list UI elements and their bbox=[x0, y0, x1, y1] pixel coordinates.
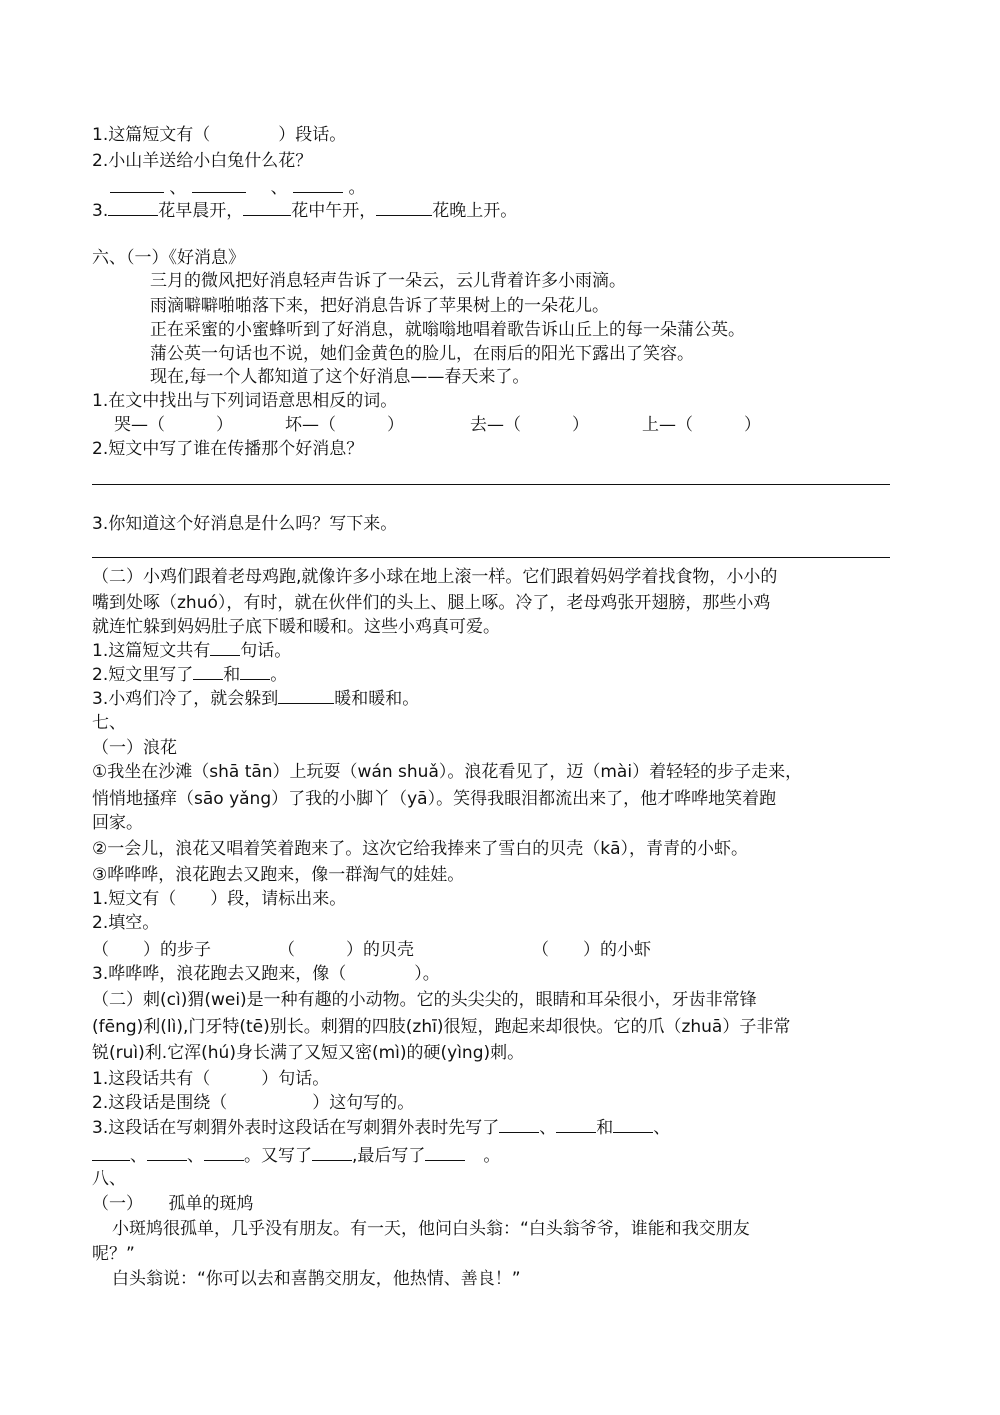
s6-part2-question-1: 1.这篇短文共有 句话。 bbox=[92, 641, 292, 661]
s7-passage-line: ③哗哗哗，浪花跑去又跑来，像一群淘气的娃娃。 bbox=[92, 865, 465, 885]
s8-passage-line: 小斑鸠很孤单，几乎没有朋友。有一天，他问白头翁：“白头翁爷爷，谁能和我交朋友 bbox=[112, 1219, 750, 1239]
s8-heading: 八、 bbox=[92, 1169, 126, 1189]
s7-heading: 七、 bbox=[92, 713, 126, 733]
s6-paragraph: 蒲公英一句话也不说，她们金黄色的脸儿，在雨后的阳光下露出了笑容。 bbox=[150, 344, 694, 364]
answer-blank[interactable] bbox=[499, 1118, 539, 1133]
answer-blank[interactable] bbox=[425, 1146, 465, 1161]
answer-blank[interactable] bbox=[613, 1118, 653, 1133]
answer-blank[interactable] bbox=[193, 665, 223, 680]
answer-blank[interactable] bbox=[240, 665, 270, 680]
s7-part2-question-3-cont: 、 、 。又写了 ,最后写了 。 bbox=[92, 1145, 500, 1167]
s6-heading: 六、（一）《好消息》 bbox=[92, 248, 245, 268]
answer-blank[interactable] bbox=[278, 689, 334, 704]
fill-item: （ ）的贝壳 bbox=[278, 940, 414, 960]
s7-part2-question-3: 3.这段话在写刺猬外表时这段话在写刺猬外表时先写了 、 和 、 bbox=[92, 1118, 671, 1138]
answer-blank[interactable] bbox=[210, 641, 240, 656]
s6-part2-text: 嘴到处啄（zhuó），有时，就在伙伴们的头上、腿上啄。冷了，老母鸡张开翅膀，那些小鸡 bbox=[92, 593, 771, 613]
fill-item: （ ）的步子 bbox=[92, 940, 211, 960]
s6-paragraph: 三月的微风把好消息轻声告诉了一朵云，云儿背着许多小雨滴。 bbox=[150, 271, 626, 291]
s6-question-1: 1.在文中找出与下列词语意思相反的词。 bbox=[92, 391, 398, 411]
s7-part2-question-1: 1.这段话共有（ ）句话。 bbox=[92, 1069, 330, 1089]
antonym-item: 坏—（ ） bbox=[285, 415, 404, 435]
s7-passage-line: ①我坐在沙滩（shā tān）上玩耍（wán shuǎ）。浪花看见了，迈（mài）着轻轻的步子走来， bbox=[92, 762, 803, 782]
s7-question-2: 2.填空。 bbox=[92, 913, 160, 933]
s8-passage-line: 呢？” bbox=[92, 1244, 135, 1264]
s7-passage-line: 回家。 bbox=[92, 813, 143, 833]
s6-paragraph: 现在,每一个人都知道了这个好消息——春天来了。 bbox=[150, 367, 530, 387]
s8-subheading: （一） 孤单的斑鸠 bbox=[92, 1194, 254, 1214]
s7-passage-line: ②一会儿，浪花又唱着笑着跑来了。这次它给我捧来了雪白的贝壳（kā），青青的小虾。 bbox=[92, 839, 749, 859]
s7-subheading: （一）浪花 bbox=[92, 738, 177, 758]
answer-line[interactable] bbox=[92, 484, 890, 485]
answer-blank[interactable] bbox=[376, 201, 432, 216]
s5-question-1: 1.这篇短文有（ ）段话。 bbox=[92, 125, 347, 145]
s6-part2-question-3: 3.小鸡们冷了，就会躲到 暖和暖和。 bbox=[92, 689, 420, 709]
answer-blank[interactable] bbox=[312, 1146, 352, 1161]
s6-part2-text: 就连忙躲到妈妈肚子底下暖和暖和。这些小鸡真可爱。 bbox=[92, 617, 500, 637]
s6-question-2: 2.短文中写了谁在传播那个好消息？ bbox=[92, 439, 364, 459]
answer-blank[interactable] bbox=[243, 201, 291, 216]
antonym-item: 去—（ ） bbox=[470, 415, 589, 435]
s7-passage-line: 悄悄地搔痒（sāo yǎng）了我的小脚丫（yā）。笑得我眼泪都流出来了，他才哗哗地笑着跑 bbox=[92, 789, 777, 809]
s7-question-1: 1.短文有（ ）段，请标出来。 bbox=[92, 889, 347, 909]
s5-question-2: 2.小山羊送给小白兔什么花？ bbox=[92, 151, 313, 171]
answer-blank[interactable] bbox=[293, 178, 343, 193]
answer-blank[interactable] bbox=[92, 1146, 130, 1161]
s8-passage-line: 白头翁说：“你可以去和喜鹊交朋友，他热情、善良！” bbox=[112, 1269, 521, 1289]
s7-part2-text: 锐(ruì)利.它浑(hú)身长满了又短又密(mì)的硬(yìng)刺。 bbox=[92, 1043, 525, 1063]
s6-question-3: 3.你知道这个好消息是什么吗？写下来。 bbox=[92, 514, 398, 534]
fill-item: （ ）的小虾 bbox=[532, 940, 651, 960]
answer-blank[interactable] bbox=[204, 1146, 244, 1161]
antonym-item: 上—（ ） bbox=[642, 415, 761, 435]
answer-blank[interactable] bbox=[192, 178, 246, 193]
s6-part2-text: （二）小鸡们跟着老母鸡跑,就像许多小球在地上滚一样。它们跟着妈妈学着找食物，小小的 bbox=[92, 567, 778, 587]
s6-part2-question-2: 2.短文里写了 和 。 bbox=[92, 665, 288, 685]
answer-blank[interactable] bbox=[110, 178, 164, 193]
s5-question-2-answer-line: 、 、 。 bbox=[110, 177, 365, 199]
answer-blank[interactable] bbox=[147, 1146, 187, 1161]
answer-line[interactable] bbox=[92, 557, 890, 558]
s7-part2-question-2: 2.这段话是围绕（ ）这句写的。 bbox=[92, 1093, 415, 1113]
s6-paragraph: 正在采蜜的小蜜蜂听到了好消息，就嗡嗡地唱着歌告诉山丘上的每一朵蒲公英。 bbox=[150, 320, 745, 340]
answer-blank[interactable] bbox=[556, 1118, 596, 1133]
antonym-item: 哭—（ ） bbox=[114, 415, 233, 435]
s7-question-3: 3.哗哗哗，浪花跑去又跑来，像（ ）。 bbox=[92, 964, 440, 984]
s5-question-3: 3. 花早晨开， 花中午开， 花晚上开。 bbox=[92, 201, 518, 221]
answer-blank[interactable] bbox=[108, 201, 158, 216]
s7-part2-text: (fēng)利(lì),门牙特(tē)别长。刺猬的四肢(zhī)很短，跑起来却很快。它的爪（zhuā）子非常 bbox=[92, 1017, 791, 1037]
s6-paragraph: 雨滴噼噼啪啪落下来，把好消息告诉了苹果树上的一朵花儿。 bbox=[150, 296, 609, 316]
s7-part2-text: （二）刺(cì)猬(wei)是一种有趣的小动物。它的头尖尖的，眼睛和耳朵很小，牙齿非常锋 bbox=[92, 990, 757, 1010]
